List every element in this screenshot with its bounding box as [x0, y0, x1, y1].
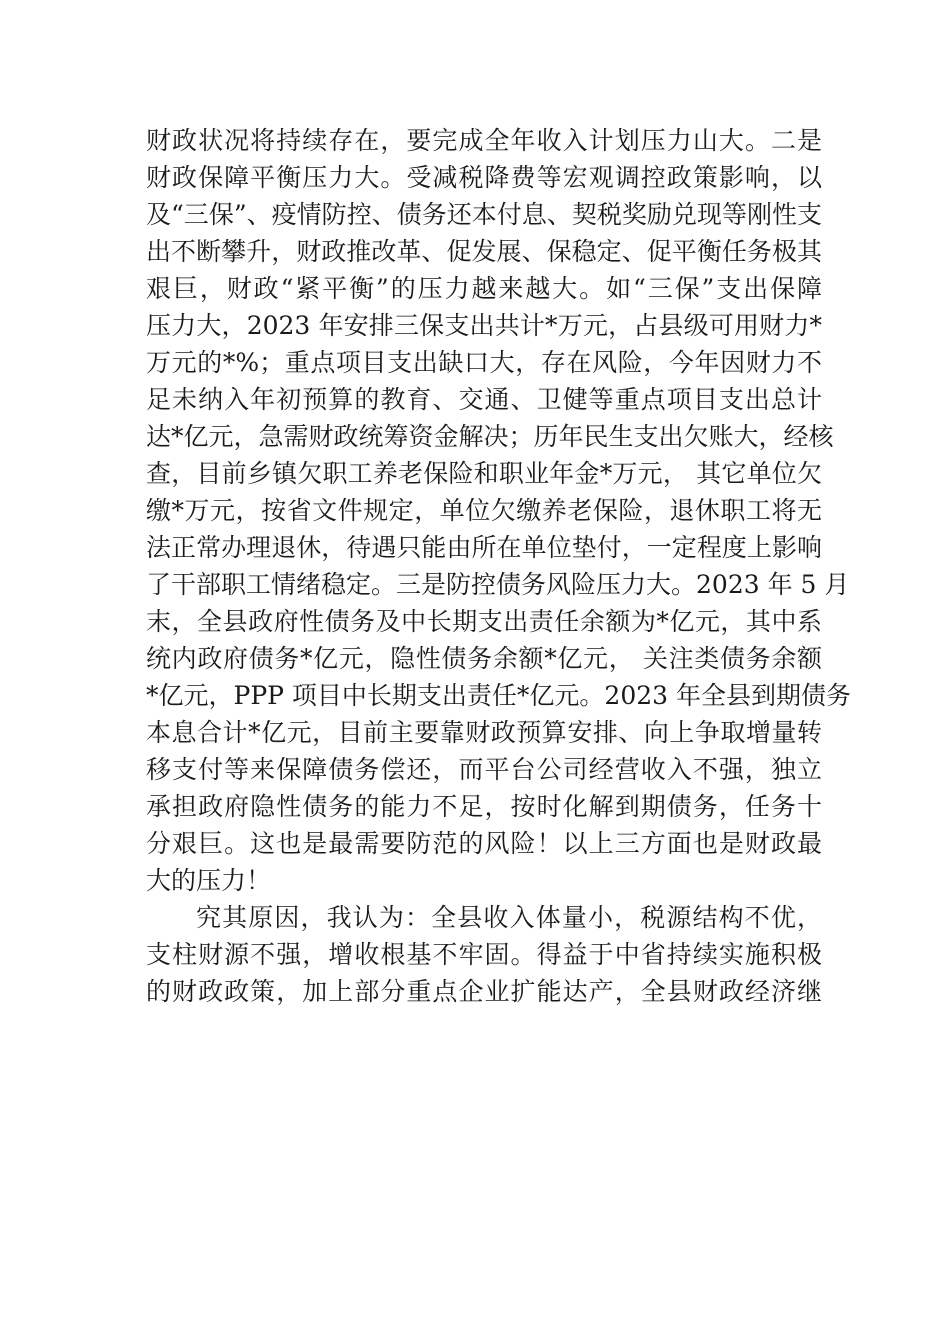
text-line: 足未纳入年初预算的教育、交通、卫健等重点项目支出总计	[146, 385, 822, 414]
paragraph-end-line: 大的压力！	[146, 866, 272, 895]
text-line: 本息合计*亿元，目前主要靠财政预算安排、向上争取增量转	[146, 718, 822, 747]
text-line: 统内政府债务*亿元，隐性债务余额*亿元， 关注类债务余额	[146, 644, 822, 673]
text-line: 达*亿元，急需财政统筹资金解决；历年民生支出欠账大，经核	[146, 422, 834, 451]
body-text	[146, 122, 851, 1010]
text-line: 财政状况将持续存在，要完成全年收入计划压力山大。二是	[146, 126, 822, 155]
text-line: 及“三保”、疫情防控、债务还本付息、契税奖励兑现等刚性支	[146, 200, 822, 229]
text-line: 移支付等来保障债务偿还，而平台公司经营收入不强，独立	[146, 755, 822, 784]
text-line: 的财政政策，加上部分重点企业扩能达产，全县财政经济继	[146, 977, 822, 1006]
text-line: 了干部职工情绪稳定。三是防控债务风险压力大。2023 年 5 月	[146, 570, 850, 599]
text-line: 支柱财源不强，增收根基不牢固。得益于中省持续实施积极	[146, 940, 822, 969]
text-line: 末，全县政府性债务及中长期支出责任余额为*亿元，其中系	[146, 607, 822, 636]
text-line: 法正常办理退休，待遇只能由所在单位垫付，一定程度上影响	[146, 533, 822, 562]
text-line: *亿元，PPP 项目中长期支出责任*亿元。2023 年全县到期债务	[146, 681, 851, 710]
text-line: 缴*万元，按省文件规定，单位欠缴养老保险，退休职工将无	[146, 496, 822, 525]
text-line: 万元的*%；重点项目支出缺口大，存在风险，今年因财力不	[146, 348, 822, 377]
text-line: 艰巨，财政“紧平衡”的压力越来越大。如“三保”支出保障	[146, 274, 822, 303]
text-line: 分艰巨。这也是最需要防范的风险！以上三方面也是财政最	[146, 829, 822, 858]
text-line: 财政保障平衡压力大。受减税降费等宏观调控政策影响，以	[146, 163, 822, 192]
text-line: 承担政府隐性债务的能力不足，按时化解到期债务，任务十	[146, 792, 822, 821]
text-line: 出不断攀升，财政推改革、促发展、保稳定、促平衡任务极其	[146, 237, 822, 266]
text-line: 压力大，2023 年安排三保支出共计*万元，占县级可用财力*	[146, 311, 822, 340]
paragraph-start-line: 究其原因，我认为：全县收入体量小，税源结构不优，	[196, 903, 822, 932]
text-line: 查，目前乡镇欠职工养老保险和职业年金*万元， 其它单位欠	[146, 459, 822, 488]
